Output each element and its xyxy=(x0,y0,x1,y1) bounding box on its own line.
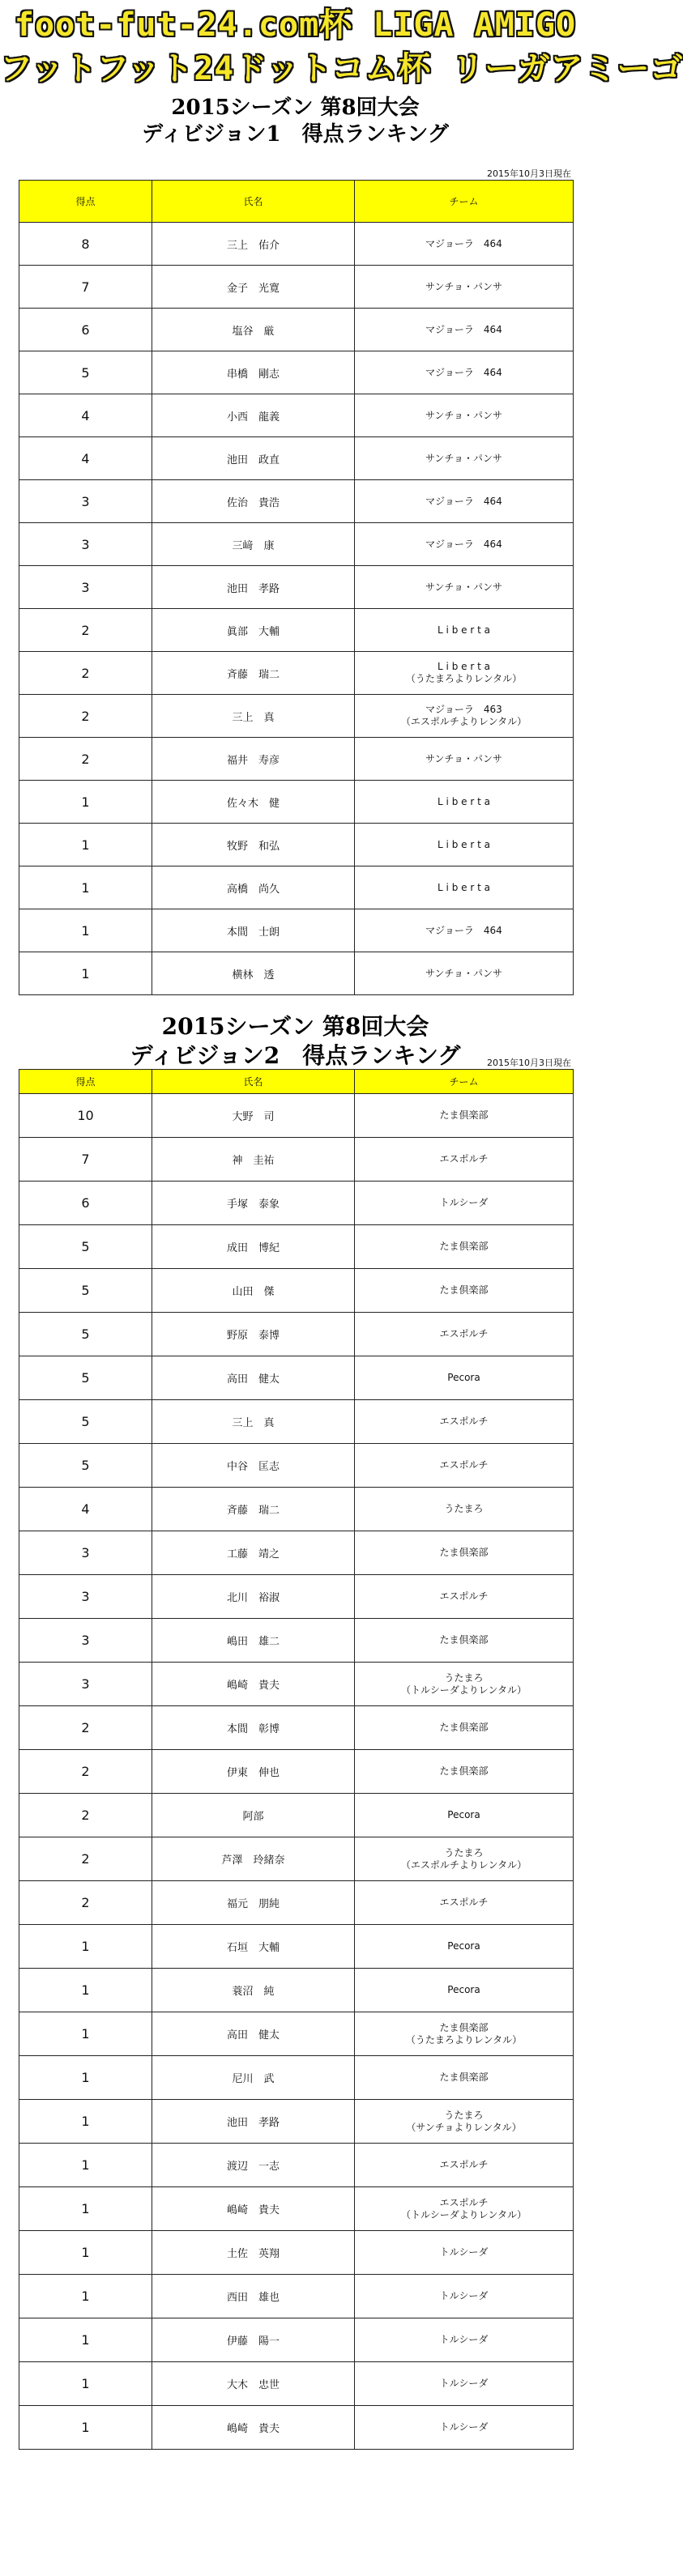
points-cell: 3 xyxy=(19,1531,152,1575)
table-row xyxy=(19,866,574,909)
team-name: たま倶楽部 xyxy=(439,1634,489,1646)
points-cell: 2 xyxy=(19,695,152,738)
table-row xyxy=(19,437,574,480)
player-name-cell: 池田 政直 xyxy=(152,437,355,480)
table-row xyxy=(19,1138,574,1182)
team-loan-note: （うたまろよりレンタル） xyxy=(405,673,523,684)
points-cell: 2 xyxy=(19,1837,152,1881)
team-cell xyxy=(355,1750,574,1794)
team-name: たま倶楽部 xyxy=(439,1241,489,1252)
team-cell xyxy=(355,609,574,652)
player-name-cell: 伊東 伸也 xyxy=(152,1750,355,1794)
table-row xyxy=(19,2275,574,2318)
table-row xyxy=(19,2231,574,2275)
team-cell xyxy=(355,909,574,952)
team-cell xyxy=(355,309,574,351)
team-cell xyxy=(355,1881,574,1925)
team-cell xyxy=(355,266,574,309)
player-name-cell: 塩谷 厳 xyxy=(152,309,355,351)
player-name-cell: 山田 傑 xyxy=(152,1269,355,1313)
table-row xyxy=(19,781,574,824)
team-cell xyxy=(355,223,574,266)
points-cell: 1 xyxy=(19,2144,152,2187)
points-cell: 5 xyxy=(19,1444,152,1488)
team-name: L i b e r t a xyxy=(438,795,490,807)
points-cell: 2 xyxy=(19,1750,152,1794)
team-cell xyxy=(355,1531,574,1575)
player-name-cell: 嶋崎 貴夫 xyxy=(152,1663,355,1706)
table-row xyxy=(19,1182,574,1225)
team-cell xyxy=(355,2231,574,2275)
team-cell xyxy=(355,2318,574,2362)
column-header-team: チーム xyxy=(355,181,574,223)
team-cell xyxy=(355,1837,574,1881)
team-cell xyxy=(355,1225,574,1269)
table-row xyxy=(19,609,574,652)
points-cell: 5 xyxy=(19,351,152,394)
points-cell: 1 xyxy=(19,781,152,824)
team-name: L i b e r t a xyxy=(438,661,490,672)
player-name-cell: 大木 忠世 xyxy=(152,2362,355,2406)
player-name-cell: 福元 朋純 xyxy=(152,1881,355,1925)
team-name: トルシーダ xyxy=(439,2290,489,2301)
player-name-cell: 佐治 貴浩 xyxy=(152,480,355,523)
team-cell xyxy=(355,1094,574,1138)
player-name-cell: 三上 真 xyxy=(152,1400,355,1444)
team-cell xyxy=(355,1925,574,1969)
team-name: うたまろ xyxy=(444,1846,484,1859)
table-row xyxy=(19,394,574,437)
player-name-cell: 嶋崎 貴夫 xyxy=(152,2406,355,2450)
team-name: トルシーダ xyxy=(439,2421,489,2433)
points-cell: 1 xyxy=(19,952,152,995)
table-row xyxy=(19,1444,574,1488)
points-cell: 5 xyxy=(19,1313,152,1356)
team-cell xyxy=(355,1488,574,1531)
team-cell xyxy=(355,781,574,824)
team-name: うたまろ xyxy=(444,1671,484,1684)
player-name-cell: 斉藤 瑞二 xyxy=(152,652,355,695)
table-row xyxy=(19,1969,574,2012)
points-cell: 2 xyxy=(19,1794,152,1837)
table-row xyxy=(19,480,574,523)
points-cell: 4 xyxy=(19,437,152,480)
player-name-cell: 三上 佑介 xyxy=(152,223,355,266)
team-name: エスポルチ xyxy=(439,1590,489,1602)
team-cell xyxy=(355,738,574,781)
table-row xyxy=(19,2362,574,2406)
points-cell: 1 xyxy=(19,824,152,866)
player-name-cell: 神 圭祐 xyxy=(152,1138,355,1182)
points-cell: 6 xyxy=(19,1182,152,1225)
table-row xyxy=(19,1750,574,1794)
team-name: トルシーダ xyxy=(439,2378,489,2389)
points-cell: 8 xyxy=(19,223,152,266)
team-name: マジョーラ 464 xyxy=(425,366,502,378)
team-name: エスポルチ xyxy=(439,1459,489,1471)
team-name: トルシーダ xyxy=(439,2246,489,2258)
points-cell: 10 xyxy=(19,1094,152,1138)
team-name: エスポルチ xyxy=(439,1416,489,1427)
division2-title: 2015シーズン 第8回大会 xyxy=(161,1013,429,1040)
points-cell: 4 xyxy=(19,1488,152,1531)
table-row xyxy=(19,1619,574,1663)
table-row xyxy=(19,2187,574,2231)
division1-title: 2015シーズン 第8回大会 xyxy=(171,96,420,120)
player-name-cell: 牧野 和弘 xyxy=(152,824,355,866)
table-row xyxy=(19,1881,574,1925)
points-cell: 3 xyxy=(19,480,152,523)
team-cell xyxy=(355,2056,574,2100)
table-row xyxy=(19,738,574,781)
team-cell xyxy=(355,2406,574,2450)
team-name: L i b e r t a xyxy=(438,624,490,636)
team-name: Pecora xyxy=(447,1940,480,1952)
table-row xyxy=(19,1225,574,1269)
table-row xyxy=(19,2012,574,2056)
player-name-cell: 本間 士朗 xyxy=(152,909,355,952)
team-cell xyxy=(355,437,574,480)
division2-ranking-table xyxy=(19,1069,574,2450)
player-name-cell: 斉藤 瑞二 xyxy=(152,1488,355,1531)
team-cell xyxy=(355,1182,574,1225)
points-cell: 1 xyxy=(19,909,152,952)
team-name: マジョーラ 463 xyxy=(425,704,502,715)
team-name: L i b e r t a xyxy=(438,838,490,850)
banner-title-latin: foot-fut-24.com杯 LIGA AMIGO xyxy=(14,6,577,44)
team-name: たま倶楽部 xyxy=(439,1109,489,1121)
table-row xyxy=(19,1531,574,1575)
team-name: エスポルチ xyxy=(439,1153,489,1165)
table-row xyxy=(19,1269,574,1313)
table-row xyxy=(19,695,574,738)
player-name-cell: 蓑沼 純 xyxy=(152,1969,355,2012)
table-row xyxy=(19,1575,574,1619)
team-cell xyxy=(355,2187,574,2231)
team-name: エスポルチ xyxy=(439,2196,489,2208)
team-name: Pecora xyxy=(447,1984,480,1995)
points-cell: 2 xyxy=(19,652,152,695)
division1-ranking-table xyxy=(19,180,574,995)
table-row xyxy=(19,824,574,866)
team-name: うたまろ xyxy=(444,1503,484,1514)
team-name: サンチョ・パンサ xyxy=(425,280,503,292)
team-name: サンチョ・パンサ xyxy=(425,452,503,464)
points-cell: 1 xyxy=(19,2056,152,2100)
player-name-cell: 眞部 大輔 xyxy=(152,609,355,652)
points-cell: 1 xyxy=(19,2100,152,2144)
team-name: エスポルチ xyxy=(439,2159,489,2170)
points-cell: 7 xyxy=(19,1138,152,1182)
points-cell: 1 xyxy=(19,2406,152,2450)
team-cell xyxy=(355,2362,574,2406)
team-name: マジョーラ 464 xyxy=(425,924,502,936)
team-loan-note: （エスポルチよりレンタル） xyxy=(400,1859,527,1871)
division1-as-of: 2015年10月3日現在 xyxy=(487,168,571,179)
division2-subtitle: ディビジョン2 得点ランキング xyxy=(130,1042,461,1069)
team-cell xyxy=(355,1794,574,1837)
team-loan-note: （トルシーダよりレンタル） xyxy=(401,1684,527,1696)
points-cell: 2 xyxy=(19,609,152,652)
team-cell xyxy=(355,1444,574,1488)
player-name-cell: 横林 透 xyxy=(152,952,355,995)
table-row xyxy=(19,909,574,952)
team-cell xyxy=(355,695,574,738)
player-name-cell: 成田 博紀 xyxy=(152,1225,355,1269)
table-row xyxy=(19,1663,574,1706)
team-name: サンチョ・パンサ xyxy=(425,752,503,764)
table-row xyxy=(19,566,574,609)
team-name: たま倶楽部 xyxy=(439,1547,489,1558)
table-row xyxy=(19,1356,574,1400)
player-name-cell: 阿部 xyxy=(152,1794,355,1837)
team-cell xyxy=(355,1575,574,1619)
team-name: トルシーダ xyxy=(439,1197,489,1208)
player-name-cell: 野原 泰博 xyxy=(152,1313,355,1356)
team-loan-note: （サンチョよりレンタル） xyxy=(406,2121,522,2133)
team-cell xyxy=(355,523,574,566)
points-cell: 7 xyxy=(19,266,152,309)
team-cell xyxy=(355,652,574,695)
table-row xyxy=(19,1313,574,1356)
player-name-cell: 高橋 尚久 xyxy=(152,866,355,909)
team-loan-note: （トルシーダよりレンタル） xyxy=(401,2208,527,2220)
table-row xyxy=(19,2144,574,2187)
points-cell: 1 xyxy=(19,2318,152,2362)
team-name: エスポルチ xyxy=(439,1897,489,1908)
points-cell: 5 xyxy=(19,1225,152,1269)
team-name: サンチョ・パンサ xyxy=(425,967,503,979)
player-name-cell: 手塚 泰象 xyxy=(152,1182,355,1225)
team-cell xyxy=(355,2012,574,2056)
points-cell: 5 xyxy=(19,1356,152,1400)
table-row xyxy=(19,1925,574,1969)
table-row xyxy=(19,523,574,566)
player-name-cell: 三上 真 xyxy=(152,695,355,738)
player-name-cell: 石垣 大輔 xyxy=(152,1925,355,1969)
table-row xyxy=(19,1706,574,1750)
banner-title-katakana: フットフット24ドットコム杯 リーガアミーゴ xyxy=(0,50,683,87)
division2-as-of: 2015年10月3日現在 xyxy=(487,1058,571,1068)
player-name-cell: 池田 孝路 xyxy=(152,566,355,609)
player-name-cell: 大野 司 xyxy=(152,1094,355,1138)
team-name: うたまろ xyxy=(444,2109,484,2121)
team-name: たま倶楽部 xyxy=(439,1722,489,1733)
team-name: Pecora xyxy=(447,1372,480,1383)
column-header-points: 得点 xyxy=(19,181,152,223)
team-loan-note: （うたまろよりレンタル） xyxy=(405,2033,523,2046)
points-cell: 1 xyxy=(19,1969,152,2012)
player-name-cell: 本間 彰博 xyxy=(152,1706,355,1750)
points-cell: 3 xyxy=(19,566,152,609)
player-name-cell: 池田 孝路 xyxy=(152,2100,355,2144)
table-row xyxy=(19,1837,574,1881)
team-cell xyxy=(355,394,574,437)
table-row xyxy=(19,266,574,309)
team-cell xyxy=(355,2144,574,2187)
points-cell: 4 xyxy=(19,394,152,437)
division1-subtitle: ディビジョン1 得点ランキング xyxy=(142,122,449,147)
points-cell: 1 xyxy=(19,2231,152,2275)
points-cell: 1 xyxy=(19,2275,152,2318)
player-name-cell: 串橋 剛志 xyxy=(152,351,355,394)
team-cell xyxy=(355,1400,574,1444)
team-cell xyxy=(355,952,574,995)
team-cell xyxy=(355,480,574,523)
team-name: マジョーラ 464 xyxy=(425,495,502,507)
player-name-cell: 中谷 匡志 xyxy=(152,1444,355,1488)
column-header-points: 得点 xyxy=(19,1070,152,1094)
team-name: たま倶楽部 xyxy=(439,2021,489,2033)
column-header-name: 氏名 xyxy=(152,1070,355,1094)
team-name: エスポルチ xyxy=(439,1328,489,1339)
team-name: マジョーラ 464 xyxy=(425,538,502,550)
points-cell: 1 xyxy=(19,2187,152,2231)
player-name-cell: 佐々木 健 xyxy=(152,781,355,824)
team-name: たま倶楽部 xyxy=(439,1284,489,1296)
team-cell xyxy=(355,566,574,609)
player-name-cell: 福井 寿彦 xyxy=(152,738,355,781)
team-cell xyxy=(355,1969,574,2012)
player-name-cell: 芦澤 玲緒奈 xyxy=(152,1837,355,1881)
points-cell: 2 xyxy=(19,738,152,781)
table-row xyxy=(19,2100,574,2144)
points-cell: 3 xyxy=(19,523,152,566)
team-name: トルシーダ xyxy=(439,2334,489,2345)
points-cell: 2 xyxy=(19,1881,152,1925)
player-name-cell: 工藤 靖之 xyxy=(152,1531,355,1575)
points-cell: 1 xyxy=(19,866,152,909)
player-name-cell: 渡辺 一志 xyxy=(152,2144,355,2187)
team-loan-note: （エスポルチよりレンタル） xyxy=(400,716,527,727)
team-cell xyxy=(355,866,574,909)
player-name-cell: 嶋崎 貴夫 xyxy=(152,2187,355,2231)
team-name: サンチョ・パンサ xyxy=(425,581,503,593)
team-cell xyxy=(355,824,574,866)
points-cell: 5 xyxy=(19,1269,152,1313)
table-row xyxy=(19,2056,574,2100)
table-row xyxy=(19,2318,574,2362)
team-name: たま倶楽部 xyxy=(439,2071,489,2083)
points-cell: 1 xyxy=(19,2012,152,2056)
team-name: マジョーラ 464 xyxy=(425,323,502,335)
team-cell xyxy=(355,2275,574,2318)
column-header-team: チーム xyxy=(355,1070,574,1094)
points-cell: 5 xyxy=(19,1400,152,1444)
team-name: サンチョ・パンサ xyxy=(425,409,503,421)
points-cell: 6 xyxy=(19,309,152,351)
table-row xyxy=(19,2406,574,2450)
player-name-cell: 小西 龍義 xyxy=(152,394,355,437)
points-cell: 3 xyxy=(19,1619,152,1663)
table-header-row xyxy=(19,1070,574,1094)
team-cell xyxy=(355,1138,574,1182)
table-row xyxy=(19,309,574,351)
player-name-cell: 土佐 英翔 xyxy=(152,2231,355,2275)
player-name-cell: 伊藤 陽一 xyxy=(152,2318,355,2362)
player-name-cell: 尼川 武 xyxy=(152,2056,355,2100)
table-row xyxy=(19,1488,574,1531)
player-name-cell: 三﨑 康 xyxy=(152,523,355,566)
points-cell: 1 xyxy=(19,2362,152,2406)
team-cell xyxy=(355,1706,574,1750)
table-row xyxy=(19,652,574,695)
team-cell xyxy=(355,1269,574,1313)
table-row xyxy=(19,1094,574,1138)
points-cell: 1 xyxy=(19,1925,152,1969)
player-name-cell: 金子 光寛 xyxy=(152,266,355,309)
column-header-name: 氏名 xyxy=(152,181,355,223)
team-cell xyxy=(355,2100,574,2144)
team-cell xyxy=(355,1313,574,1356)
team-cell xyxy=(355,1356,574,1400)
points-cell: 3 xyxy=(19,1663,152,1706)
team-name: マジョーラ 464 xyxy=(425,237,502,249)
table-row xyxy=(19,1400,574,1444)
player-name-cell: 嶋田 雄二 xyxy=(152,1619,355,1663)
team-cell xyxy=(355,1663,574,1706)
table-row xyxy=(19,223,574,266)
team-name: たま倶楽部 xyxy=(439,1765,489,1777)
player-name-cell: 北川 裕淑 xyxy=(152,1575,355,1619)
table-row xyxy=(19,351,574,394)
table-row xyxy=(19,1794,574,1837)
points-cell: 2 xyxy=(19,1706,152,1750)
player-name-cell: 西田 雄也 xyxy=(152,2275,355,2318)
team-cell xyxy=(355,1619,574,1663)
table-row xyxy=(19,952,574,995)
player-name-cell: 高田 健太 xyxy=(152,1356,355,1400)
points-cell: 3 xyxy=(19,1575,152,1619)
team-cell xyxy=(355,351,574,394)
team-name: L i b e r t a xyxy=(438,881,490,893)
table-header-row xyxy=(19,181,574,223)
team-name: Pecora xyxy=(447,1809,480,1820)
player-name-cell: 高田 健太 xyxy=(152,2012,355,2056)
